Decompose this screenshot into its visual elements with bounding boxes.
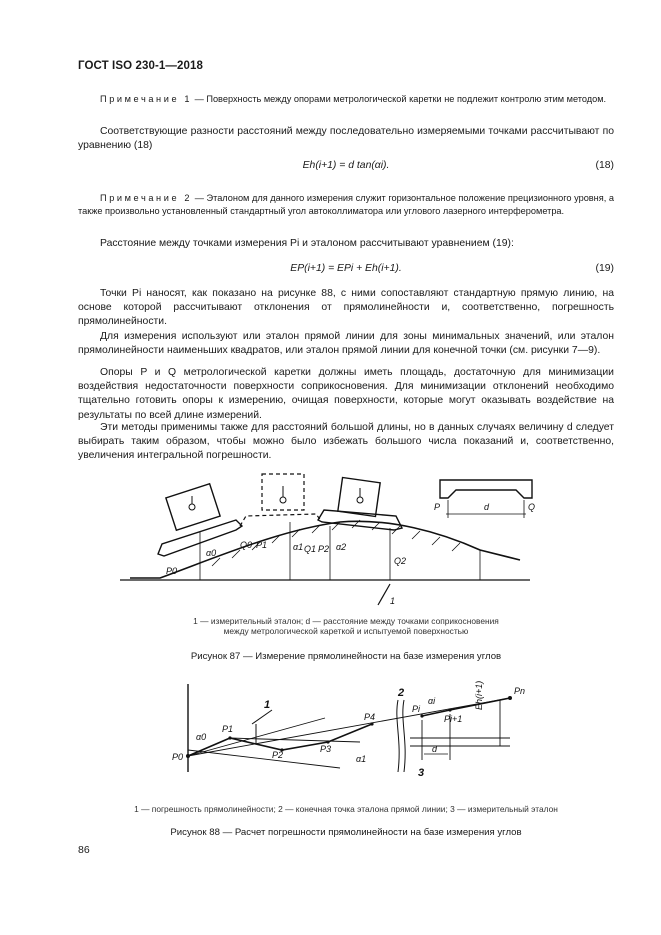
note-2 (78, 192, 614, 218)
figure-88-caption: 1 — погрешность прямолинейности; 2 — конечная точка эталона прямой линии; 3 — измерительный эталон (134, 804, 558, 814)
label-pi: Pi (412, 704, 421, 714)
paragraph-1: Соответствующие разности расстояний между последовательно измеряемыми точками рассчитывают по уравнению (18) (78, 126, 614, 152)
label-a1: α1 (356, 754, 367, 764)
equation-19-number: (19) (595, 263, 614, 274)
label-pi1: Pi+1 (444, 714, 463, 724)
label-ai: αi (428, 696, 436, 706)
label-a0: α0 (206, 548, 217, 558)
paragraph-5: Опоры P и Q метрологической каретки должны иметь площадь, достаточную для минимизации воздействия недостаточности поверхности соприкосновения. Для минимизации отклонений необходимо тщательно готовить опоры к измерению, очищая поверхности, которые могут оказывать воздействие на результаты по всей длине измерений. (78, 367, 614, 421)
label-p3: P3 (320, 744, 332, 754)
equation-18-number: (18) (595, 160, 614, 171)
label-a1: α1 (293, 542, 304, 552)
label-standard-1: 1 (390, 596, 396, 606)
document-header: ГОСТ ISO 230-1—2018 (78, 60, 203, 72)
label-standard-3: 3 (418, 767, 425, 779)
label-q0: Q0 (240, 540, 253, 550)
label-p0: P0 (172, 752, 184, 762)
figure-88-drawing (160, 680, 530, 790)
note-1-lead: Примечание 1 (100, 94, 193, 104)
label-inset-p: P (434, 502, 441, 512)
label-d: d (432, 744, 438, 754)
label-eh: Eh(i+1) (474, 680, 484, 710)
carriage-inset (440, 480, 532, 518)
label-a0: α0 (196, 732, 207, 742)
equation-18 (78, 160, 614, 176)
figure-87-caption-1: 1 — измерительный эталон; d — расстояние между точками соприкосновения (193, 616, 499, 626)
label-p1: P1 (222, 724, 234, 734)
equation-19 (78, 263, 614, 279)
label-pn: Pn (514, 686, 526, 696)
label-endpoint-2: 2 (398, 687, 405, 699)
paragraph-6: Эти методы применимы также для расстояний большой длины, но в данных случаях величину d следует выбирать таким образом, чтобы можно было избежать большого числа показаний и, соответственно, увеличения интегральной погрешности. (78, 422, 614, 462)
note-1 (78, 93, 614, 106)
label-inset-d: d (484, 502, 490, 512)
equation-19-formula: EP(i+1) = EPi + Eh(i+1). (290, 263, 402, 274)
figure-87-caption-2: между метрологической кареткой и испытуемой поверхностью (223, 626, 469, 636)
figure-87-title: Рисунок 87 — Измерение прямолинейности на базе измерения углов (190, 651, 502, 662)
label-p2: P2 (272, 750, 284, 760)
label-q1: Q1 (304, 544, 317, 554)
page-number: 86 (78, 844, 90, 856)
note-2-text: — Эталоном для данного измерения служит горизонтальное положение прецизионного уровня, а также произвольно установленный стандартный угол автоколлиматора или углового лазерного интерферометра. (78, 193, 614, 216)
carriage-3 (318, 478, 402, 530)
paragraph-4: Для измерения используют или эталон прямой линии для зоны минимальных значений, или эталон прямолинейности наименьших квадратов, или эталон прямой линии для конечной точки (см. рисунки 7—9). (78, 331, 614, 357)
label-p0: P0 (166, 566, 178, 576)
equation-18-formula: Eh(i+1) = d tan(αi). (302, 160, 390, 171)
note-2-lead: Примечание 2 (100, 193, 193, 203)
label-q2: Q2 (394, 556, 407, 566)
figure-88-title: Рисунок 88 — Расчет погрешности прямолинейности на базе измерения углов (170, 827, 522, 838)
label-a2: α2 (336, 542, 347, 552)
carriage-2 (240, 474, 322, 526)
label-inset-q: Q (528, 502, 536, 512)
figure-87-drawing (150, 470, 550, 620)
label-p4: P4 (364, 712, 376, 722)
note-1-text: — Поверхность между опорами метрологической каретки не подлежит контролю этим методом. (192, 94, 607, 104)
label-p2: P2 (318, 544, 330, 554)
paragraph-2: Расстояние между точками измерения Pi и эталоном рассчитывают уравнением (19): (100, 238, 514, 249)
label-p1: P1 (256, 540, 268, 550)
label-deviation-1: 1 (264, 699, 271, 711)
paragraph-3: Точки Pi наносят, как показано на рисунке 88, с ними сопоставляют стандартную прямую линию, на основе которой рассчитывают отклонения от прямолинейности и, соответственно, погрешность прямолинейности. (78, 288, 614, 328)
